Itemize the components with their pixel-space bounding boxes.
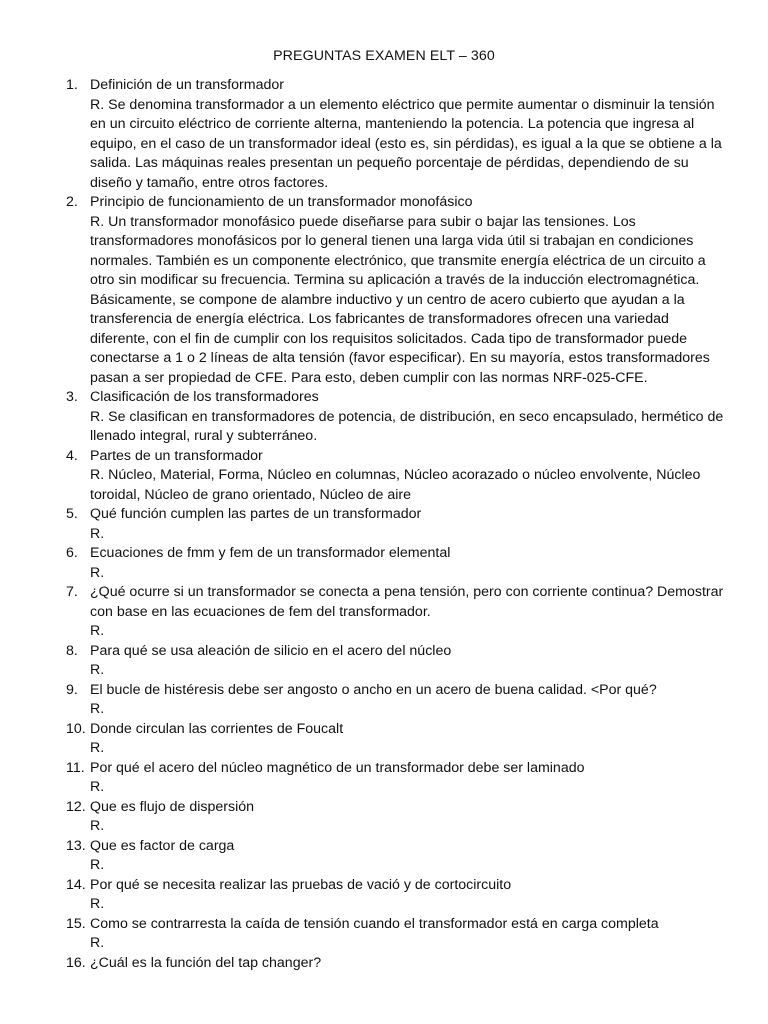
question-item (66, 544, 726, 583)
question-text: Principio de funcionamiento de un transformador monofásico (90, 194, 473, 210)
question-item (66, 642, 726, 681)
question-number: 9. (66, 681, 78, 698)
question-number: 12. (66, 798, 86, 815)
question-item (66, 447, 726, 506)
question-item (66, 876, 726, 915)
answer-text: R. (90, 896, 105, 912)
question-item (66, 837, 726, 876)
question-number: 13. (66, 837, 86, 854)
question-item (66, 798, 726, 837)
question-item (66, 759, 726, 798)
question-text: El bucle de histéresis debe ser angosto o ancho en un acero de buena calidad. <Por qué? (90, 681, 657, 698)
answer-text: R. (90, 525, 105, 542)
question-text: ¿Cuál es la función del tap changer? (90, 954, 322, 971)
answer-text: R. (90, 662, 105, 678)
question-item (66, 954, 726, 974)
question-number: 2. (66, 194, 78, 210)
question-item (66, 681, 726, 720)
question-text: Para qué se usa aleación de silicio en el acero del núcleo (90, 642, 452, 659)
question-number: 10. (66, 720, 86, 737)
answer-text: R. (90, 623, 105, 639)
question-text: Por qué el acero del núcleo magnético de un transformador debe ser laminado (90, 759, 585, 776)
question-text: Donde circulan las corrientes de Foucalt (90, 720, 344, 737)
question-number: 6. (66, 545, 78, 561)
question-number: 7. (66, 584, 78, 600)
question-number: 5. (66, 506, 78, 522)
question-item (66, 505, 726, 544)
answer-text: R. (90, 935, 105, 951)
question-item (66, 388, 726, 447)
question-text: Definición de un transformador (90, 77, 284, 93)
question-number: 4. (66, 447, 78, 464)
question-item (66, 76, 726, 193)
answer-text: R. Núcleo, Material, Forma, Núcleo en columnas, Núcleo acorazado o núcleo envolvente, Núcleo toroidal, Núcleo de grano orientado, Núcleo de aire (90, 467, 701, 503)
question-item (66, 915, 726, 954)
answer-text: R. (90, 564, 105, 581)
question-text: Partes de un transformador (90, 447, 263, 464)
question-text: Que es factor de carga (90, 837, 235, 854)
answer-text: R. (90, 779, 105, 795)
answer-text: R. (90, 818, 105, 834)
question-text: Qué función cumplen las partes de un transformador (90, 506, 422, 522)
question-number: 8. (66, 642, 78, 659)
question-number: 3. (66, 389, 78, 405)
question-item (66, 583, 726, 642)
question-text: Que es flujo de dispersión (90, 798, 255, 815)
question-text: ¿Qué ocurre si un transformador se conecta a pena tensión, pero con corriente continua? Demostrar con base en las ecuaciones de fem del transformador. (90, 584, 724, 620)
answer-text: R. (90, 740, 105, 756)
question-text: Como se contrarresta la caída de tensión cuando el transformador está en carga completa (90, 915, 659, 932)
answer-text: R. Un transformador monofásico puede diseñarse para subir o bajar las tensiones. Los transformadores monofásicos por lo general tienen una larga vida útil si trabajan en condiciones normales. También es un componente electrónico, que transmite energía eléctrica de un circuito a otro sin modificar su frecuencia. Termina su aplicación a través de la inducción electromagnética. Básicamente, se compone de alambre inductivo y un centro de acero cubierto que ayudan a la transferencia de energía eléctrica. Los fabricantes de transformadores ofrecen una variedad diferente, con el fin de cumplir con los requisitos solicitados. Cada tipo de transformador puede conectarse a 1 o 2 líneas de alta tensión (favor especificar). En su mayoría, estos transformadores pasan a ser propiedad de CFE. Para esto, deben cumplir con las normas NRF-025-CFE. (90, 213, 710, 386)
question-text: Ecuaciones de fmm y fem de un transformador elemental (90, 545, 451, 561)
question-list (66, 76, 726, 973)
question-number: 14. (66, 876, 86, 893)
question-number: 11. (66, 759, 85, 776)
answer-text: R. (90, 857, 105, 873)
question-number: 1. (66, 77, 78, 93)
question-item (66, 193, 726, 388)
question-item (66, 720, 726, 759)
answer-text: R. Se clasifican en transformadores de potencia, de distribución, en seco encapsulado, hermético de llenado integral, rural y subterráneo. (90, 408, 724, 444)
question-number: 15. (66, 915, 86, 932)
answer-text: R. (90, 701, 105, 717)
question-text: Por qué se necesita realizar las pruebas de vació y de cortocircuito (90, 876, 512, 893)
document-title: PREGUNTAS EXAMEN ELT – 360 (273, 48, 495, 64)
answer-text: R. Se denomina transformador a un elemento eléctrico que permite aumentar o disminuir la tensión en un circuito eléctrico de corriente alterna, manteniendo la potencia. La potencia que ingresa al equipo, en el caso de un transformador ideal (esto es, sin pérdidas), es igual a la que se obtiene a la salida. Las máquinas reales presentan un pequeño porcentaje de pérdidas, dependiendo de su diseño y tamaño, entre otros factores. (90, 96, 722, 191)
question-number: 16. (66, 954, 86, 971)
question-text: Clasificación de los transformadores (90, 389, 319, 405)
